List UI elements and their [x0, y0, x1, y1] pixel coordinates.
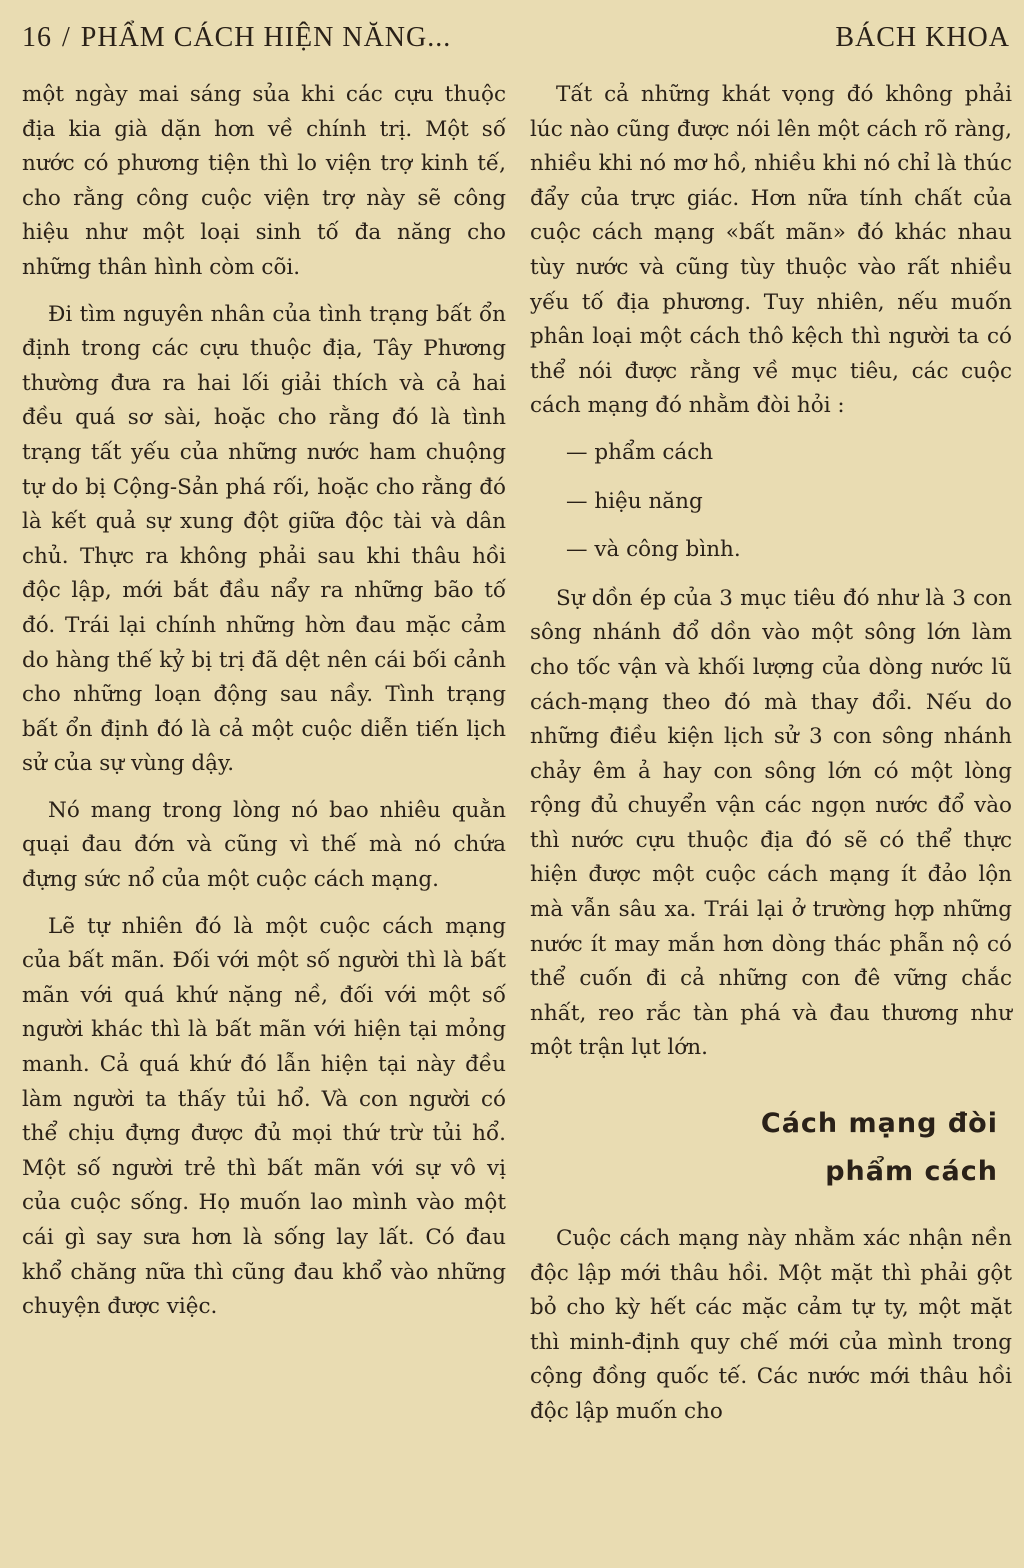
paragraph: Lẽ tự nhiên đó là một cuộc cách mạng của bất mãn. Đối với một số người thì là bất mãn với quá khứ nặng nề, đối với một số người khác thì là bất mãn với hiện tại mỏng manh. Cả quá khứ đó lẫn hiện tại này đều làm người ta thấy tủi hổ. Và con người có thể chịu đựng được đủ mọi thứ trừ tủi hổ. Một số người trẻ thì bất mãn với sự vô vị của cuộc sống. Họ muốn lao mình vào một cái gì say sưa hơn là sống lay lất. Có đau khổ chăng nữa thì cũng đau khổ vào những chuyện được việc.: [22, 913, 506, 1320]
list-item: — và công bình.: [566, 537, 741, 563]
left-column: [22, 78, 506, 1337]
paragraph: Sự dồn ép của 3 mục tiêu đó như là 3 con sông nhánh đổ dồn vào một sông lớn làm cho tốc vận và khối lượng của dòng nước lũ cách-mạng theo đó mà thay đổi. Nếu do những điều kiện lịch sử 3 con sông nhánh chảy êm ả hay con sông lớn có một lòng rộng đủ chuyển vận các ngọn nước đổ vào thì nước cựu thuộc địa đó sẽ có thể thực hiện được một cuộc cách mạng ít đảo lộn mà vẫn sâu xa. Trái lại ở trường hợp những nước ít may mắn hơn dòng thác phẫn nộ có thể cuốn đi cả những con đê vững chắc nhất, reo rắc tàn phá và đau thương như một trận lụt lớn.: [530, 585, 1012, 1061]
page-number: 16: [22, 22, 52, 53]
page-header: [22, 14, 1010, 62]
list-item: — phẩm cách: [566, 439, 714, 465]
article-title: PHẨM CÁCH HIỆN NĂNG...: [80, 22, 452, 53]
right-column: [530, 78, 1012, 1442]
paragraph: một ngày mai sáng sủa khi các cựu thuộc địa kia già dặn hơn về chính trị. Một số nước có phương tiện thì lo viện trợ kinh tế, cho rằng công cuộc viện trợ này sẽ công hiệu như một loại sinh tố đa năng cho những thân hình còm cõi.: [22, 82, 506, 280]
publication-name: BÁCH KHOA: [835, 22, 1010, 53]
header-left: [22, 22, 451, 54]
section-heading-line-1: Cách mạng đòi: [760, 1108, 998, 1140]
list-item: — hiệu năng: [566, 488, 703, 514]
header-separator: /: [62, 22, 71, 53]
section-heading: [530, 1100, 998, 1196]
paragraph: Tất cả những khát vọng đó không phải lúc nào cũng được nói lên một cách rõ ràng, nhiều khi nó mơ hồ, nhiều khi nó chỉ là thúc đẩy của trực giác. Hơn nữa tính chất của cuộc cách mạng «bất mãn» đó khác nhau tùy nước và cũng tùy thuộc vào rất nhiều yếu tố địa phương. Tuy nhiên, nếu muốn phân loại một cách thô kệch thì người ta có thể nói được rằng về mục tiêu, các cuộc cách mạng đó nhằm đòi hỏi :: [530, 82, 1012, 419]
paragraph: Đi tìm nguyên nhân của tình trạng bất ổn định trong các cựu thuộc địa, Tây Phương thường đưa ra hai lối giải thích và cả hai đều quá sơ sài, hoặc cho rằng đó là tình trạng tất yếu của những nước ham chuộng tự do bị Cộng-Sản phá rối, hoặc cho rằng đó là kết quả sự xung đột giữa độc tài và dân chủ. Thực ra không phải sau khi thâu hồi độc lập, mới bắt đầu nẩy ra những bão tố đó. Trái lại chính những hờn đau mặc cảm do hàng thế kỷ bị trị đã dệt nên cái bối cảnh cho những loạn động sau nầy. Tình trạng bất ổn định đó là cả một cuộc diễn tiến lịch sử của sự vùng dậy.: [22, 301, 506, 777]
paragraph: Cuộc cách mạng này nhằm xác nhận nền độc lập mới thâu hồi. Một mặt thì phải gột bỏ cho kỳ hết các mặc cảm tự ty, một mặt thì minh-định quy chế mới của mình trong cộng đồng quốc tế. Các nước mới thâu hồi độc lập muốn cho: [530, 1226, 1012, 1424]
paragraph: Nó mang trong lòng nó bao nhiêu quằn quại đau đớn và cũng vì thế mà nó chứa đựng sức nổ của một cuộc cách mạng.: [22, 797, 506, 893]
section-heading-line-2: phẩm cách: [825, 1156, 998, 1188]
